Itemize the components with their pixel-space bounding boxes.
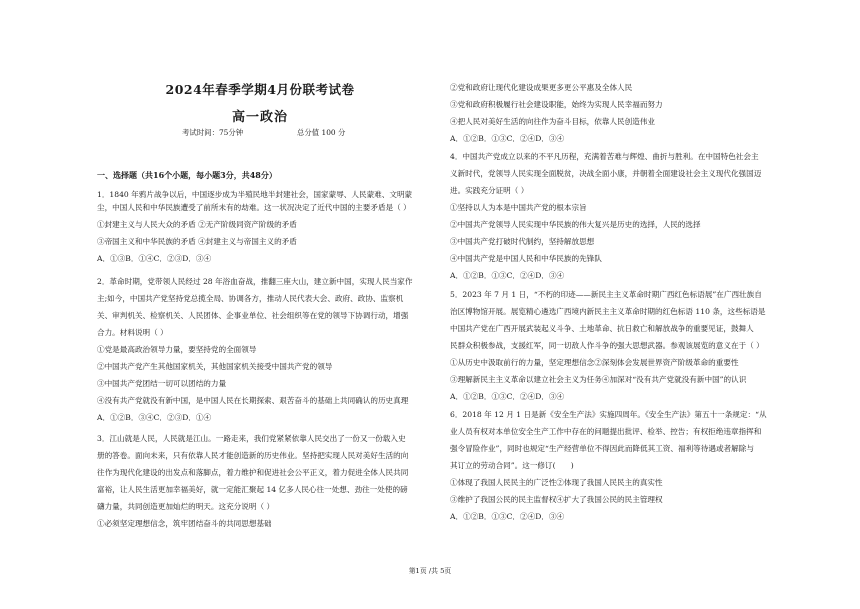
exam-time: 考试时间：75分钟 [182,128,244,137]
option-line: ②中国共产党领导人民实现中华民族的伟大复兴是历史的选择，人民的选择 [450,220,701,229]
question-line: 册的答卷。面向未来，只有依靠人民才能创造新的历史伟业。坚持把实现人民对美好生活的向 [97,451,409,460]
option-line: ①坚持以人为本是中国共产党的根本宗旨 [450,203,587,212]
question-5 [450,288,778,403]
answer-line: A．①②B．①③C．②④D．③④ [450,512,565,521]
question-line: 强令冒险作业”，同时也规定“生产经营单位不得因此而降低其工资、福利等待遇或者解除与 [450,444,754,453]
option-line: ①封建主义与人民大众的矛盾 ②无产阶级同资产阶级的矛盾 [97,220,297,229]
question-line: 主;如今，中国共产党坚持党总揽全局、协调各方，推动人民代表大会、政府、政协、监察机 [97,294,404,303]
option-line: ③理解新民主主义革命以建立社会主义为任务④加深对“没有共产党就没有新中国”的认识 [450,375,747,384]
answer-line: A．①②B．③④C．②③D．①④ [97,413,212,422]
question-line: 3．江山就是人民，人民就是江山。一路走来，我们党紧紧依靠人民交出了一份又一份载入史 [97,434,406,443]
question-line: 业人员有权对本单位安全生产工作中存在的问题提出批评、检举、控告；有权拒绝违章指挥和 [450,427,762,436]
option-line: ④没有共产党就没有新中国，是中国人民在长期探索、艰苦奋斗的基础上共同确认的历史真理 [97,396,409,405]
question-line: 往作为现代化建设的出发点和落脚点，着力维护和促进社会公平正义，着力促进全体人民共同 [97,468,409,477]
question-line: 4．中国共产党成立以来的不平凡历程，充满着苦难与辉煌、曲折与胜利。在中国特色社会主 [450,152,759,161]
question-line: 关、审判机关、检察机关、人民团体、企事业单位、社会组织等在党的领导下协调行动，增强 [97,311,409,320]
question-1 [97,188,423,265]
option-line: ③中国共产党团结一切可以团结的力量 [97,379,227,388]
question-2 [97,275,423,424]
option-line: ①从历史中汲取前行的力量，坚定理想信念②深刻体会发展世界资产阶级革命的重要性 [450,358,739,367]
question-line: 义新时代，党领导人民实现全面脱贫，决战全面小康，并朝着全面建设社会主义现代化强国迈 [450,169,762,178]
question-line: 合力。材料说明（ ） [97,328,168,337]
option-line: ③党和政府积极履行社会建设职能，始终为实现人民幸福而努力 [450,100,663,109]
answer-line: A．①②B．①③C．②④D．③④ [450,271,565,280]
question-4 [450,150,778,282]
option-line: ④把人民对美好生活的向往作为奋斗目标，依靠人民创造伟业 [450,117,656,126]
option-line: ③中国共产党打破时代制约，坚持解放思想 [450,237,595,246]
section-heading: 一、选择题（共16个小题，每小题3分，共48分） [97,170,277,180]
option-line: ③帝国主义和中华民族的矛盾 ④封建主义与帝国主义的矛盾 [97,237,297,246]
question-line: 民群众积极参战，支援红军，同一切敌人作斗争的强大思想武器。参观该展览的意义在于（ ） [450,341,764,350]
question-line: 进。实践充分证明（ ） [450,186,529,195]
option-line: ①体现了我国人民民主的广泛性②体现了我国人民民主的真实性 [450,478,663,487]
option-line: ②党和政府让现代化建设成果更多更公平惠及全体人民 [450,83,633,92]
question-3 [97,432,423,530]
question-line: 6．2018 年 12 月 1 日是新《安全生产法》实施四周年。《安全生产法》第五十一条规定：“从 [450,410,767,419]
exam-score: 总分值 100 分 [297,128,346,137]
page-footer: 第1页 /共 5页 [408,567,452,575]
question-line: 其订立的劳动合同”。这一修订( ) [450,461,574,470]
option-line: ①党是最高政治领导力量，要坚持党的全面领导 [97,345,257,354]
question-line: 礴力量，共同创造更加灿烂的明天。这充分说明（ ） [97,502,275,511]
option-line: ①必须坚定理想信念，筑牢团结奋斗的共同思想基础 [97,519,272,528]
exam-title: 2024年春季学期4月份联考试卷 [165,82,355,97]
answer-line: A．①②B．①③C．②④D．③④ [450,392,565,401]
answer-line: A．①③B．①④C．②③D．③④ [97,254,212,263]
option-line: ②中国共产党产生其他国家机关，其他国家机关接受中国共产党的领导 [97,362,333,371]
option-line: ③维护了我国公民的民主监督权④扩大了我国公民的民主管理权 [450,495,663,504]
exam-subject: 高一政治 [231,110,288,125]
question-line: 尘，中国人民和中华民族遭受了前所未有的劫难。这一状况决定了近代中国的主要矛盾是（ ） [97,203,411,212]
question-line: 富裕，让人民生活更加幸福美好，就一定能汇聚起 14 亿多人民心往一处想、劲往一处使的磅 [97,485,408,494]
question-6 [450,408,778,523]
question-3-options [450,81,778,145]
option-line: ④中国共产党是中国人民和中华民族的先锋队 [450,254,602,263]
answer-line: A．①②B．①③C．②④D．③④ [450,134,565,143]
question-line: 治区博物馆开展。展览精心遴选广西境内新民主主义革命时期的红色标语 110 条，这些标语是 [450,307,766,316]
question-line: 2．革命时期，党带领人民经过 28 年浴血奋战，推翻三座大山，建立新中国，实现人民当家作 [97,277,413,286]
question-line: 5．2023 年 7 月 1 日，“不朽的印迹——新民主主义革命时期广西红色标语展”在广西壮族自 [450,290,762,299]
question-line: 中国共产党在广西开展武装起义斗争、土地革命、抗日救亡和解放战争的重要见证，鼓舞人 [450,324,754,333]
question-line: 1．1840 年鸦片战争以后，中国逐步成为半殖民地半封建社会，国家蒙辱、人民蒙难、文明蒙 [97,190,413,199]
